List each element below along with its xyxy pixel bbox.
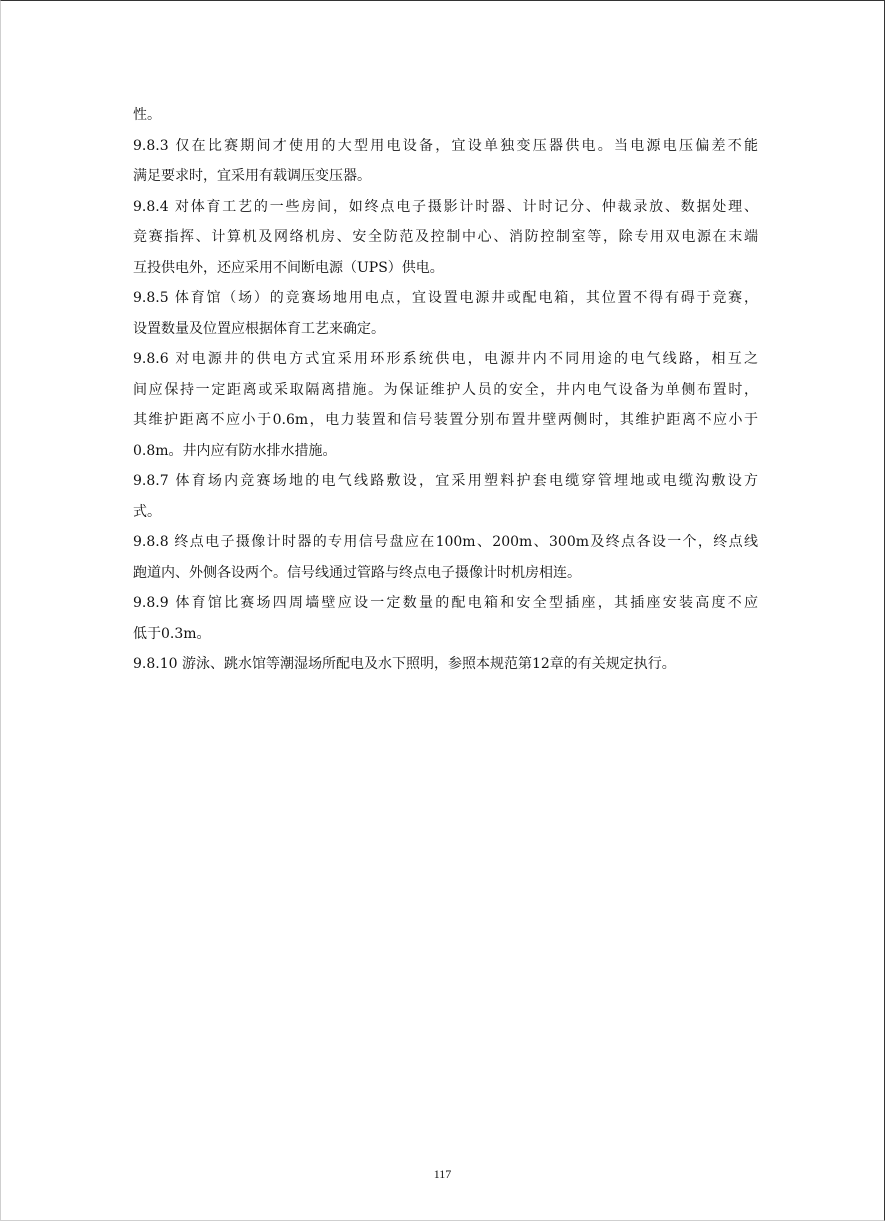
paragraph-line: 间应保持一定距离或采取隔离措施。为保证维护人员的安全，井内电气设备为单侧布置时，: [133, 381, 758, 398]
paragraph-line: 9.8.10 游泳、跳水馆等潮湿场所配电及水下照明，参照本规范第12章的有关规定执行。: [133, 656, 676, 672]
paragraph-line: 竞赛指挥、计算机及网络机房、安全防范及控制中心、消防控制室等，除专用双电源在末端: [133, 229, 758, 245]
paragraph-line: 性。: [133, 107, 161, 123]
paragraph-line: 9.8.7 体育场内竞赛场地的电气线路敷设，宜采用塑料护套电缆穿管埋地或电缆沟敷设方: [133, 473, 758, 489]
paragraph-line: 互投供电外，还应采用不间断电源（UPS）供电。: [133, 259, 444, 276]
paragraph-line: 式。: [133, 503, 161, 520]
paragraph-line: 9.8.9 体育馆比赛场四周墙壁应设一定数量的配电箱和安全型插座，其插座安装高度不应: [133, 595, 758, 611]
paragraph-line: 9.8.6 对电源井的供电方式宜采用环形系统供电，电源井内不同用途的电气线路，相互之: [133, 351, 758, 367]
paragraph-line: 9.8.4 对体育工艺的一些房间，如终点电子摄影计时器、计时记分、仲裁录放、数据处理、: [133, 198, 758, 215]
page-number: 117: [433, 1167, 452, 1181]
paragraph-line: 设置数量及位置应根据体育工艺来确定。: [133, 320, 385, 337]
document-body: [133, 100, 758, 680]
paragraph-line: 低于0.3m。: [133, 625, 211, 642]
paragraph-line: 跑道内、外侧各设两个。信号线通过管路与终点电子摄像计时机房相连。: [133, 564, 581, 581]
paragraph-line: 9.8.8 终点电子摄像计时器的专用信号盘应在100m、200m、300m及终点各设一个，终点线: [133, 534, 758, 550]
paragraph-line: 满足要求时，宜采用有载调压变压器。: [133, 168, 371, 184]
paragraph-line: 0.8m。井内应有防水排水措施。: [133, 442, 337, 459]
paragraph-line: 9.8.3 仅在比赛期间才使用的大型用电设备，宜设单独变压器供电。当电源电压偏差不能: [133, 137, 758, 154]
paragraph-line: 其维护距离不应小于0.6m，电力装置和信号装置分别布置井壁两侧时，其维护距离不应小于: [133, 412, 758, 428]
paragraph-line: 9.8.5 体育馆（场）的竞赛场地用电点，宜设置电源井或配电箱，其位置不得有碍于竞赛，: [133, 290, 758, 306]
